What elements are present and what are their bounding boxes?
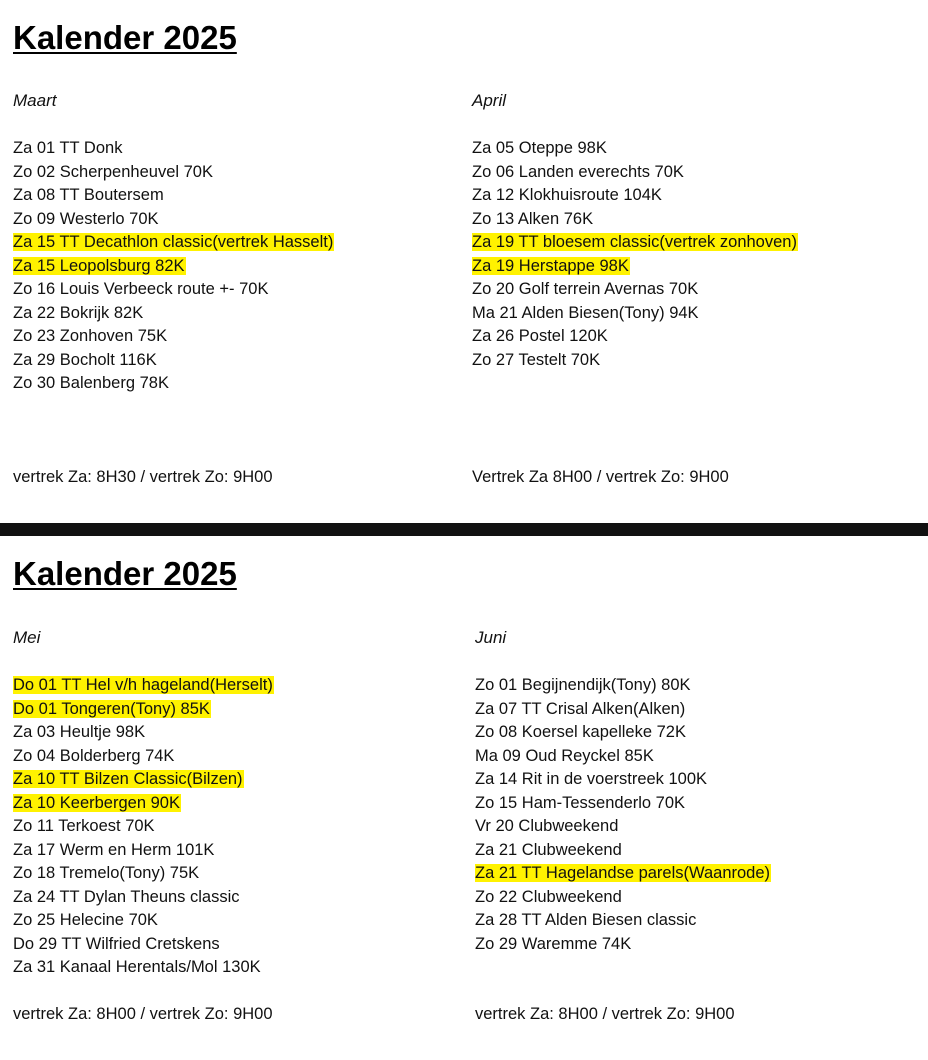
departure-times: vertrek Za: 8H00 / vertrek Zo: 9H00: [475, 1005, 735, 1023]
event-item-highlighted: [472, 231, 798, 255]
event-item: [13, 745, 274, 769]
event-item: [472, 349, 798, 373]
event-item: [13, 886, 274, 910]
event-text: Zo 16 Louis Verbeeck route +- 70K: [13, 280, 269, 298]
event-text: Za 26 Postel 120K: [472, 327, 608, 345]
event-text: Zo 29 Waremme 74K: [475, 934, 632, 953]
event-list: [13, 674, 274, 980]
event-text: Zo 06 Landen everechts 70K: [472, 162, 684, 181]
event-item: [472, 161, 798, 185]
event-text: Zo 13 Alken 76K: [472, 209, 594, 228]
event-item: [475, 721, 771, 745]
event-item-highlighted: [13, 768, 274, 792]
event-item: [475, 768, 771, 792]
event-text: Za 19 Herstappe 98K: [472, 256, 629, 275]
event-item: [13, 184, 334, 208]
event-item-highlighted: [472, 255, 798, 279]
event-text: Zo 02 Scherpenheuvel 70K: [13, 162, 213, 181]
event-text: Za 22 Bokrijk 82K: [13, 303, 144, 322]
event-item: [472, 302, 798, 326]
event-text: Za 03 Heultje 98K: [13, 723, 146, 741]
event-item: [13, 372, 334, 396]
event-item: [13, 349, 334, 373]
event-item: [475, 745, 771, 769]
sheet-divider: [0, 523, 928, 536]
event-text: Za 21 TT Hagelandse parels(Waanrode): [475, 864, 771, 882]
departure-times: Vertrek Za 8H00 / vertrek Zo: 9H00: [472, 468, 729, 486]
event-item: [472, 137, 798, 161]
event-text: Do 29 TT Wilfried Cretskens: [13, 934, 220, 953]
event-text: Za 15 Leopolsburg 82K: [13, 256, 185, 275]
event-text: Za 14 Rit in de voerstreek 100K: [475, 770, 708, 788]
event-text: Za 12 Klokhuisroute 104K: [472, 186, 662, 204]
event-text: Zo 25 Helecine 70K: [13, 911, 158, 929]
event-text: Ma 21 Alden Biesen(Tony) 94K: [472, 303, 699, 322]
event-item: [475, 933, 771, 957]
event-item-highlighted: [13, 255, 334, 279]
event-text: Za 24 TT Dylan Theuns classic: [13, 887, 240, 906]
event-text: Za 08 TT Boutersem: [13, 186, 164, 204]
event-text: Za 28 TT Alden Biesen classic: [475, 911, 697, 929]
month-heading: Mei: [13, 628, 41, 647]
month-heading: Maart: [13, 91, 57, 110]
event-text: Zo 18 Tremelo(Tony) 75K: [13, 864, 200, 882]
calendar-sheet-bottom: [0, 536, 928, 1060]
event-item: [475, 839, 771, 863]
event-text: Zo 09 Westerlo 70K: [13, 209, 159, 228]
event-text: Zo 11 Terkoest 70K: [13, 817, 155, 835]
event-item: [475, 792, 771, 816]
event-text: Za 17 Werm en Herm 101K: [13, 840, 215, 859]
event-text: Zo 04 Bolderberg 74K: [13, 746, 175, 765]
event-item: [472, 208, 798, 232]
event-item: [13, 721, 274, 745]
event-text: Zo 20 Golf terrein Avernas 70K: [472, 280, 699, 298]
event-text: Do 01 TT Hel v/h hageland(Herselt): [13, 676, 273, 694]
event-item-highlighted: [13, 231, 334, 255]
event-item: [13, 839, 274, 863]
event-item: [13, 815, 274, 839]
event-item: [13, 161, 334, 185]
event-text: Za 10 TT Bilzen Classic(Bilzen): [13, 770, 243, 788]
event-item: [13, 862, 274, 886]
event-text: Zo 23 Zonhoven 75K: [13, 327, 168, 345]
event-item-highlighted: [13, 792, 274, 816]
event-item-highlighted: [13, 674, 274, 698]
event-list: [13, 137, 334, 396]
event-item: [472, 278, 798, 302]
event-text: Zo 27 Testelt 70K: [472, 350, 601, 369]
event-item: [13, 909, 274, 933]
calendar-sheet-top: [0, 0, 928, 523]
event-list: [475, 674, 771, 956]
event-text: Za 19 TT bloesem classic(vertrek zonhoven): [472, 233, 797, 251]
event-text: Za 21 Clubweekend: [475, 840, 622, 859]
departure-times: vertrek Za: 8H30 / vertrek Zo: 9H00: [13, 468, 273, 486]
event-text: Za 29 Bocholt 116K: [13, 350, 157, 369]
event-text: Zo 01 Begijnendijk(Tony) 80K: [475, 676, 691, 694]
event-text: Za 15 TT Decathlon classic(vertrek Hasselt): [13, 233, 334, 251]
event-text: Za 10 Keerbergen 90K: [13, 793, 180, 812]
event-text: Za 07 TT Crisal Alken(Alken): [475, 699, 686, 718]
event-item: [472, 184, 798, 208]
event-item: [13, 325, 334, 349]
event-text: Za 31 Kanaal Herentals/Mol 130K: [13, 958, 261, 976]
event-text: Zo 30 Balenberg 78K: [13, 374, 169, 392]
month-heading: April: [472, 91, 507, 110]
event-item: [475, 674, 771, 698]
event-item: [475, 886, 771, 910]
event-item-highlighted: [13, 698, 274, 722]
event-item: [475, 698, 771, 722]
page-title: Kalender 2025: [13, 555, 237, 592]
event-text: Do 01 Tongeren(Tony) 85K: [13, 699, 210, 718]
event-list: [472, 137, 798, 372]
event-item: [13, 278, 334, 302]
event-text: Za 01 TT Donk: [13, 139, 123, 157]
event-item: [475, 909, 771, 933]
event-text: Zo 22 Clubweekend: [475, 887, 622, 906]
event-text: Zo 08 Koersel kapelleke 72K: [475, 723, 686, 741]
event-item: [13, 137, 334, 161]
event-item: [13, 933, 274, 957]
event-item: [13, 956, 274, 980]
month-heading: Juni: [475, 628, 507, 647]
event-text: Ma 09 Oud Reyckel 85K: [475, 746, 654, 765]
event-item: [472, 325, 798, 349]
event-text: Zo 15 Ham-Tessenderlo 70K: [475, 793, 686, 812]
event-item-highlighted: [475, 862, 771, 886]
event-text: Za 05 Oteppe 98K: [472, 139, 607, 157]
event-text: Vr 20 Clubweekend: [475, 817, 619, 835]
event-item: [13, 208, 334, 232]
event-item: [13, 302, 334, 326]
page-title: Kalender 2025: [13, 19, 237, 56]
departure-times: vertrek Za: 8H00 / vertrek Zo: 9H00: [13, 1005, 273, 1023]
event-item: [475, 815, 771, 839]
